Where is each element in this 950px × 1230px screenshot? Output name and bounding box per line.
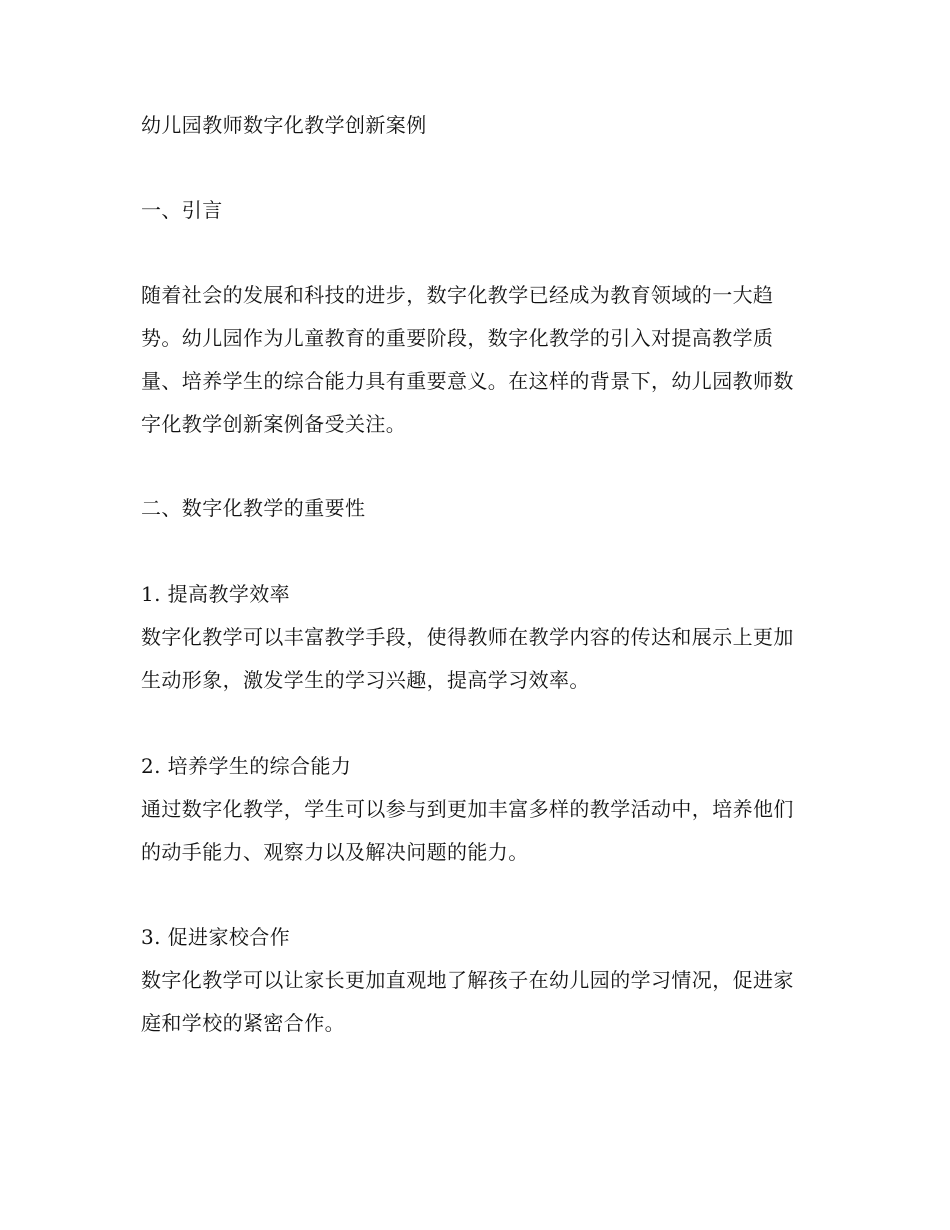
section-heading-importance: 二、数字化教学的重要性	[141, 496, 366, 520]
list-item-heading: 2. 培养学生的综合能力	[141, 754, 352, 778]
list-item	[141, 916, 801, 1045]
list-item-body: 数字化教学可以让家长更加直观地了解孩子在幼儿园的学习情况，促进家庭和学校的紧密合作。	[141, 968, 794, 1035]
list-item-body: 数字化教学可以丰富教学手段，使得教师在教学内容的传达和展示上更加生动形象，激发学生的学习兴趣，提高学习效率。	[141, 625, 794, 692]
introduction-paragraph: 随着社会的发展和科技的进步，数字化教学已经成为教育领域的一大趋势。幼儿园作为儿童教育的重要阶段，数字化教学的引入对提高教学质量、培养学生的综合能力具有重要意义。在这样的背景下，幼儿园教师数字化教学创新案例备受关注。	[141, 283, 794, 436]
list-item	[141, 745, 801, 874]
document-title: 幼儿园教师数字化教学创新案例	[141, 113, 427, 137]
list-item-heading: 3. 促进家校合作	[141, 925, 291, 949]
list-item	[141, 573, 801, 702]
list-item-body: 通过数字化教学，学生可以参与到更加丰富多样的教学活动中，培养他们的动手能力、观察力以及解决问题的能力。	[141, 797, 794, 864]
list-item-heading: 1. 提高教学效率	[141, 582, 291, 606]
section-heading-introduction: 一、引言	[141, 198, 223, 222]
